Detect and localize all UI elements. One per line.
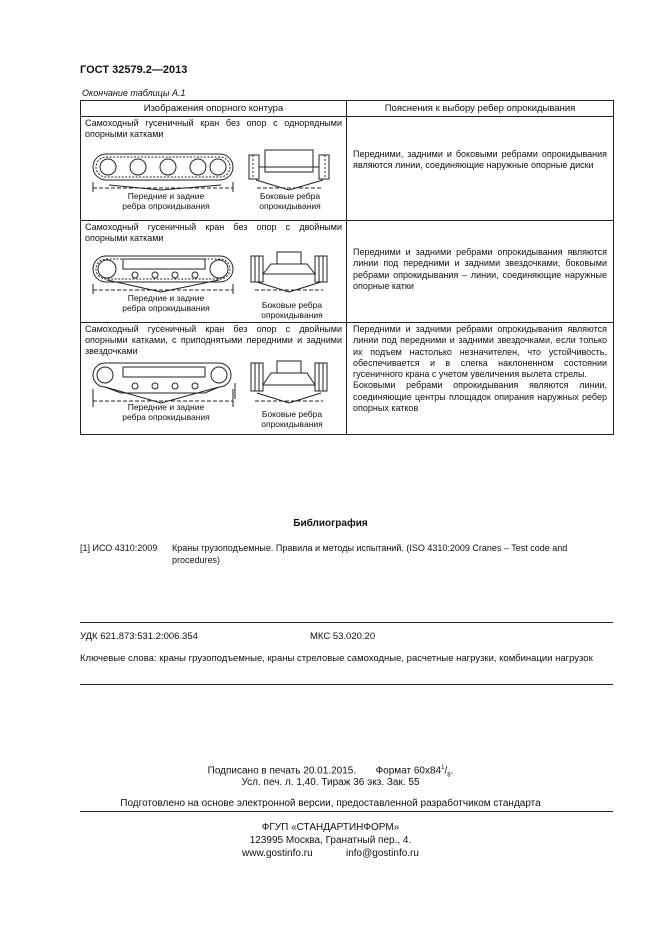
- bibliography-title: Библиография: [293, 518, 368, 529]
- explanation-cell: [347, 117, 614, 221]
- front-rear-edges-label: Передние и задние ребра опрокидывания: [122, 293, 210, 313]
- row-explanation: Передними и задними ребрами опрокидывания являются линии под передними и задними звездочками, если только их подъем настолько незначителен, что устойчивость, обеспечивается и в слегка наклоненном состоянии гусеничного крана с учетом увеличения вылета стрелы. Боковыми ребрами опрокидывания являются линии, соединяющие центры площадок опирания наружных ребер опорных катков: [353, 324, 607, 414]
- signed-date: Подписано в печать 20.01.2015.: [207, 765, 357, 777]
- bibliography-text: Краны грузоподъемные. Правила и методы испытаний. (ISO 4310:2009 Cranes – Test code and procedures): [172, 543, 568, 565]
- side-edges-label: Боковые ребра опрокидывания: [259, 191, 321, 211]
- crawler-figure-double-rollers: [81, 244, 346, 322]
- row-title: Самоходный гусеничный кран без опор с двойными опорными катками, с приподнятыми передними и задними звездочками: [85, 324, 342, 356]
- format-num: 1: [441, 765, 445, 771]
- format-den: 8: [447, 772, 451, 779]
- prepared-note: Подготовлено на основе электронной версии, предоставленной разработчиком стандарта: [120, 798, 541, 809]
- figure-cell: [81, 221, 347, 323]
- row-explanation: Передними и задними ребрами опрокидывания являются линии под передними и задними звездочками, боковыми ребрами опрокидывания – линии, соединяющие наружные опорные катки: [353, 247, 607, 291]
- divider: [80, 684, 613, 685]
- website-link[interactable]: www.gostinfo.ru: [242, 848, 313, 859]
- keywords: Ключевые слова: краны грузоподъемные, краны стреловые самоходные, расчетные нагрузки, комбинации нагрузок: [80, 653, 593, 664]
- format-suffix: .: [450, 765, 454, 777]
- standard-header: ГОСТ 32579.2—2013: [80, 64, 188, 76]
- side-edges-label: Боковые ребра опрокидывания: [261, 300, 323, 320]
- table-row: [81, 323, 614, 435]
- crawler-figure-single-rollers: [81, 140, 346, 220]
- print-info: Подписано в печать 20.01.2015. Формат $60х84^1/_8$.: [207, 765, 454, 779]
- table-header-row: [81, 101, 614, 117]
- side-edges-label: Боковые ребра опрокидывания: [261, 409, 323, 429]
- mks-code: МКС 53.020.20: [310, 631, 376, 642]
- email-link[interactable]: info@gostinfo.ru: [345, 848, 419, 859]
- udk-code: УДК 621.873:531.2:006.354: [80, 631, 198, 642]
- table-row: [81, 221, 614, 323]
- format-prefix: Формат 60х84: [375, 765, 442, 777]
- explanation-cell: [347, 221, 614, 323]
- divider: [80, 622, 613, 623]
- publisher-contacts: [0, 847, 661, 860]
- divider: [80, 811, 613, 812]
- column-header-explanations: Пояснения к выбору ребер опрокидывания: [347, 101, 614, 117]
- tipping-edges-table: [80, 100, 614, 435]
- crawler-figure-raised-sprockets: [81, 357, 346, 433]
- table-caption: Окончание таблицы А.1: [82, 88, 186, 98]
- front-rear-edges-label: Передние и задние ребра опрокидывания: [122, 191, 210, 211]
- front-rear-edges-label: Передние и задние ребра опрокидывания: [122, 402, 210, 422]
- row-explanation: Передними, задними и боковыми ребрами опрокидывания являются линии, соединяющие наружные опорные диски: [353, 149, 607, 171]
- publisher-address: 123995 Москва, Гранатный пер., 4.: [249, 835, 412, 846]
- bibliography-entry: [80, 542, 612, 566]
- row-title: Самоходный гусеничный кран без опор с двойными опорными катками: [85, 222, 342, 243]
- bibliography-ref: [1] ИСО 4310:2009: [80, 543, 158, 553]
- figure-cell: [81, 117, 347, 221]
- explanation-cell: [347, 323, 614, 435]
- row-title: Самоходный гусеничный кран без опор с однорядными опорными катками: [85, 118, 342, 139]
- column-header-images: Изображения опорного контура: [81, 101, 347, 117]
- figure-cell: [81, 323, 347, 435]
- publisher-name: ФГУП «СТАНДАРТИНФОРМ»: [261, 822, 400, 833]
- print-run: Усл. печ. л. 1,40. Тираж 36 экз. Зак. 55: [241, 777, 420, 788]
- table-row: [81, 117, 614, 221]
